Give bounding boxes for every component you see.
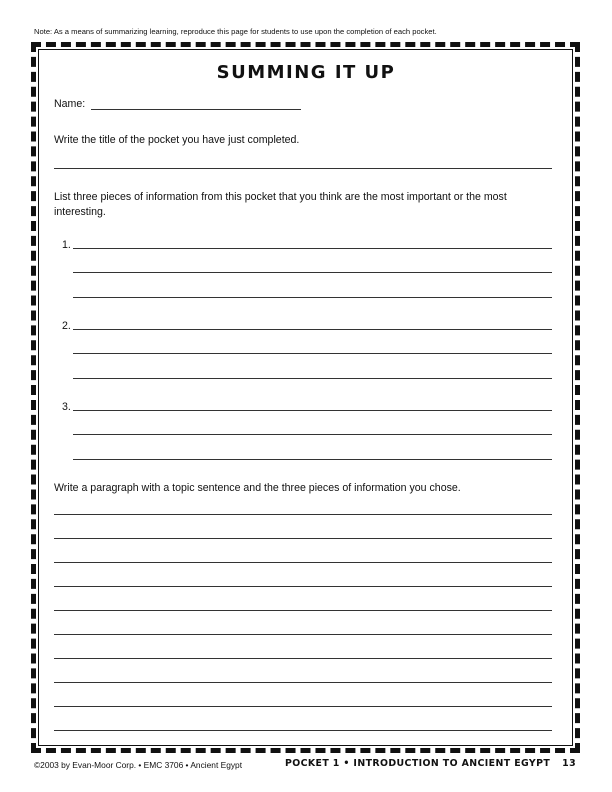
pocket-footer [285,758,576,769]
copyright-footer: ©2003 by Evan-Moor Corp. • EMC 3706 • Ancient Egypt [34,760,243,770]
list-prompt: List three pieces of information from this pocket that you think are the most important or the most interesting. [54,191,507,218]
title-prompt: Write the title of the pocket you have just completed. [54,134,300,146]
paragraph-line-10[interactable] [54,730,552,731]
item-3-line-3[interactable] [73,459,552,460]
page-title: SUMMING IT UP [216,62,396,83]
paragraph-line-9[interactable] [54,706,552,707]
paragraph-line-6[interactable] [54,634,552,635]
pocket-title-line[interactable] [54,168,552,169]
item-1-line-1[interactable] [73,248,552,249]
item-2-line-1[interactable] [73,329,552,330]
page-number: 13 [562,758,576,769]
teacher-note: Note: As a means of summarizing learning, reproduce this page for students to use upon the completion of each pocket. [34,27,437,36]
item-number-3: 3. [62,401,71,413]
item-3-line-2[interactable] [73,434,552,435]
item-1-line-2[interactable] [73,272,552,273]
item-2-line-2[interactable] [73,353,552,354]
pocket-label: POCKET 1 • INTRODUCTION TO ANCIENT EGYPT [284,758,551,769]
paragraph-line-7[interactable] [54,658,552,659]
item-3-line-1[interactable] [73,410,552,411]
inner-border [38,49,573,746]
paragraph-line-3[interactable] [54,562,552,563]
name-field[interactable] [91,109,301,110]
item-1-line-3[interactable] [73,297,552,298]
paragraph-line-4[interactable] [54,586,552,587]
paragraph-line-8[interactable] [54,682,552,683]
paragraph-line-2[interactable] [54,538,552,539]
paragraph-prompt: Write a paragraph with a topic sentence and the three pieces of information you chose. [54,482,461,494]
item-number-1: 1. [62,239,71,251]
item-number-2: 2. [62,320,71,332]
paragraph-line-1[interactable] [54,514,552,515]
item-2-line-3[interactable] [73,378,552,379]
name-label: Name: [54,98,86,110]
paragraph-line-5[interactable] [54,610,552,611]
